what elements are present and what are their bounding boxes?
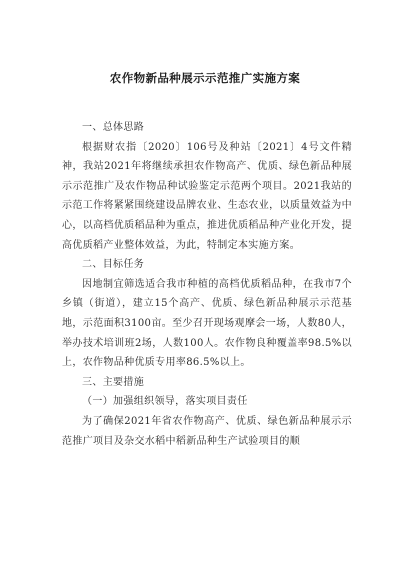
section-heading-measures: 三、主要措施 — [82, 376, 145, 388]
document-body — [62, 118, 352, 451]
document-title: 农作物新品种展示示范推广实施方案 — [109, 71, 301, 85]
subsection-heading-organization: （一）加强组织领导，落实项目责任 — [82, 396, 248, 408]
paragraph-measures: 为了确保2021年省农作物高产、优质、绿色新品种展示示范推广项目及杂交水稻中稻新品种生产试验项目的顺 — [62, 415, 352, 447]
paragraph-targets: 因地制宜筛选适合我市种植的高档优质稻品种，在我市7个乡镇（街道），建立15个高产、优质、绿色新品种展示示范基地，示范面积3100亩。至少召开现场观摩会一场，人数80人，举办技术培训班2场，人数100人。农作物良种覆盖率98.5%以上，农作物品种优质专用率86.5%以上。 — [62, 278, 352, 369]
section-heading-targets: 二、目标任务 — [82, 259, 145, 271]
section-heading-overall-approach: 一、总体思路 — [82, 122, 145, 133]
paragraph-overall-approach: 根据财农指〔2020〕106号及种站〔2021〕4号文件精神，我站2021年将继续承担农作物高产、优质、绿色新品种展示示范推广及农作物品种试验鉴定示范两个项目。2021我站的示范工作将紧紧围绕建设品牌农业、生态农业，以质量效益为中心，以高档优质稻品种为重点，推进优质稻品种产业化开发，提高优质稻产业整体效益，为此，特制定本实施方案。 — [62, 141, 352, 251]
